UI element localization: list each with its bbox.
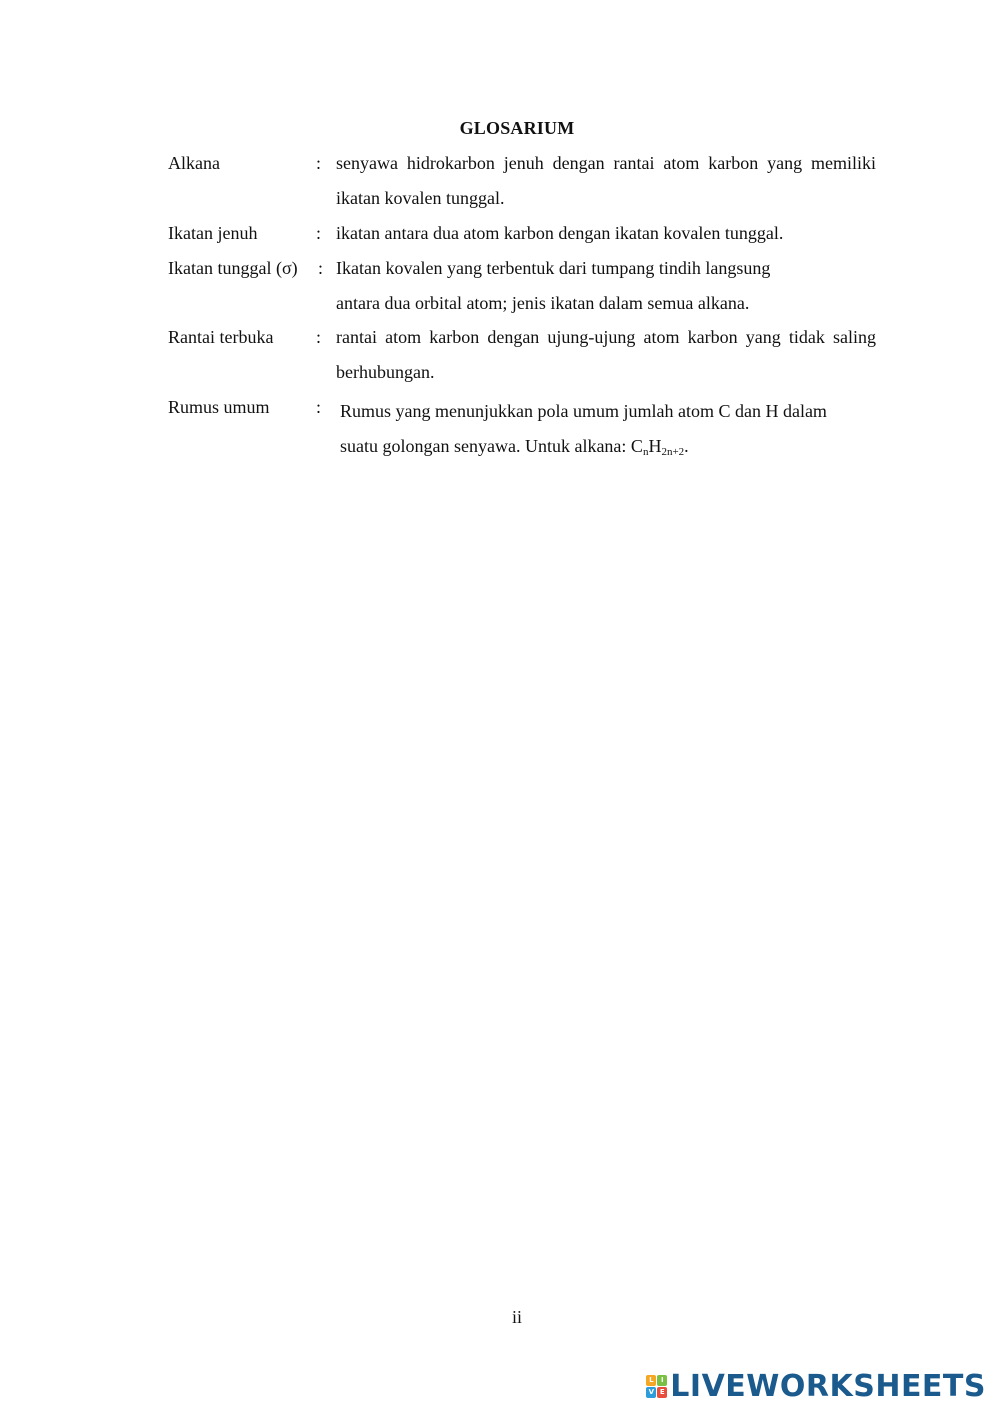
formula-subscript-2n2: 2n+2 xyxy=(661,446,685,458)
logo-tile-v: V xyxy=(646,1387,656,1398)
glossary-definition xyxy=(340,394,880,464)
glossary-definition: senyawa hidrokarbon jenuh dengan rantai atom karbon yang memiliki ikatan kovalen tunggal. xyxy=(336,153,876,208)
glossary-colon: : xyxy=(316,153,322,173)
glossary-term: Rantai terbuka xyxy=(168,327,274,347)
glossary-definition: ikatan antara dua atom karbon dengan ikatan kovalen tunggal. xyxy=(336,223,784,243)
glossary-definition xyxy=(336,251,876,321)
glossary-colon: : xyxy=(316,397,322,417)
glossary-entry-rantai-terbuka xyxy=(168,320,876,390)
glossary-definition: rantai atom karbon dengan ujung-ujung atom karbon yang tidak saling berhubungan. xyxy=(336,327,876,382)
glossary-colon: : xyxy=(316,223,322,243)
glossary-term: Ikatan jenuh xyxy=(168,223,258,243)
definition-line: Rumus yang menunjukkan pola umum jumlah atom C dan H dalam xyxy=(340,401,827,421)
glossary-entry-ikatan-tunggal xyxy=(168,251,876,321)
logo-tile-e: E xyxy=(657,1387,667,1398)
definition-text: . xyxy=(684,436,689,456)
formula-hydrogen: H xyxy=(648,436,662,456)
definition-line xyxy=(340,429,880,464)
glossary-entry-alkana xyxy=(168,146,876,216)
glossary-entry-ikatan-jenuh xyxy=(168,216,876,251)
definition-text: suatu golongan senyawa. Untuk alkana: C xyxy=(340,436,643,456)
liveworksheets-logo-icon xyxy=(646,1375,667,1399)
definition-line: antara dua orbital atom; jenis ikatan dalam semua alkana. xyxy=(336,293,750,313)
glossary-colon: : xyxy=(316,327,322,347)
logo-tile-i: I xyxy=(657,1375,667,1386)
glossary-term: Ikatan tunggal (σ) xyxy=(168,258,298,278)
liveworksheets-wordmark: LIVEWORKSHEETS xyxy=(670,1369,986,1404)
glossary-colon: : xyxy=(318,258,324,278)
liveworksheets-brand[interactable] xyxy=(646,1369,986,1404)
logo-tile-l: L xyxy=(646,1375,656,1386)
glossary-term: Rumus umum xyxy=(168,397,270,417)
definition-line: Ikatan kovalen yang terbentuk dari tumpang tindih langsung xyxy=(336,258,771,278)
glossary-entry-rumus-umum xyxy=(168,390,876,462)
glossary-term: Alkana xyxy=(168,153,220,173)
page-number: ii xyxy=(511,1307,522,1327)
page-title: GLOSARIUM xyxy=(459,118,575,138)
formula-subscript-n: n xyxy=(642,446,649,458)
